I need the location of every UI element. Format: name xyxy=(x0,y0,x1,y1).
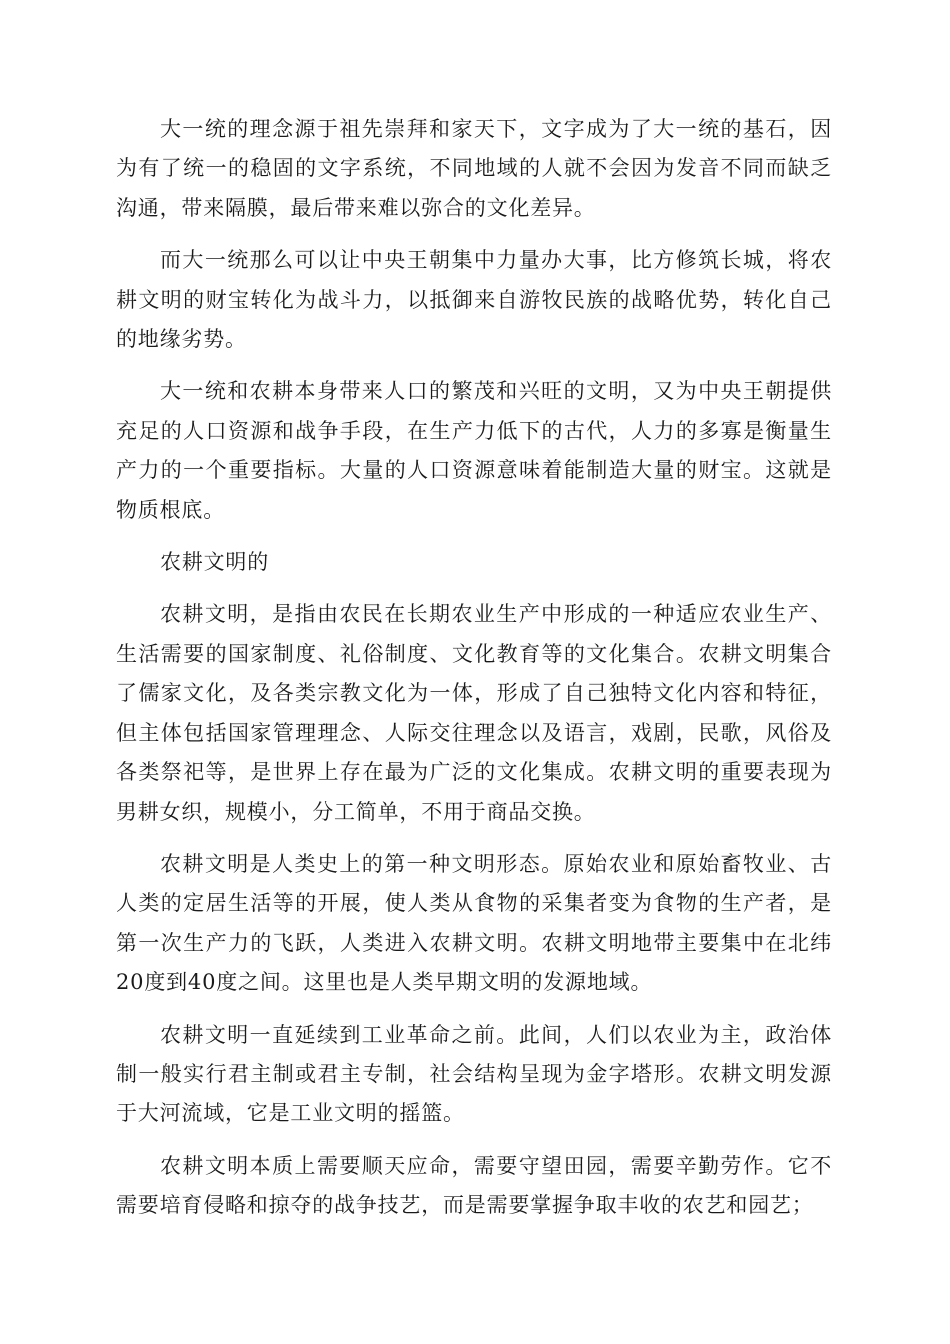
paragraph-4: 农耕文明的 xyxy=(160,550,269,575)
document-page xyxy=(116,110,832,1239)
paragraph-5: 农耕文明，是指由农民在长期农业生产中形成的一种适应农业生产、生活需要的国家制度、礼俗制度、文化教育等的文化集合。农耕文明集合了儒家文化，及各类宗教文化为一体，形成了自己独特文化内容和特征，但主体包括国家管理理念、人际交往理念以及语言，戏剧，民歌，风俗及各类祭祀等，是世界上存在最为广泛的文化集成。农耕文明的重要表现为男耕女织，规模小，分工简单，不用于商品交换。 xyxy=(116,602,832,824)
paragraph-7: 农耕文明一直延续到工业革命之前。此间，人们以农业为主，政治体制一般实行君主制或君主专制，社会结构呈现为金字塔形。农耕文明发源于大河流域，它是工业文明的摇篮。 xyxy=(116,1022,832,1126)
paragraph-2: 而大一统那么可以让中央王朝集中力量办大事，比方修筑长城，将农耕文明的财宝转化为战斗力，以抵御来自游牧民族的战略优势，转化自己的地缘劣势。 xyxy=(116,248,832,352)
paragraph-6: 农耕文明是人类史上的第一种文明形态。原始农业和原始畜牧业、古人类的定居生活等的开展，使人类从食物的采集者变为食物的生产者，是第一次生产力的飞跃，人类进入农耕文明。农耕文明地带主要集中在北纬20度到40度之间。这里也是人类早期文明的发源地域。 xyxy=(116,851,832,995)
paragraph-3: 大一统和农耕本身带来人口的繁茂和兴旺的文明，又为中央王朝提供充足的人口资源和战争手段，在生产力低下的古代，人力的多寡是衡量生产力的一个重要指标。大量的人口资源意味着能制造大量的财宝。这就是物质根底。 xyxy=(116,379,832,522)
paragraph-8: 农耕文明本质上需要顺天应命，需要守望田园，需要辛勤劳作。它不需要培育侵略和掠夺的战争技艺，而是需要掌握争取丰收的农艺和园艺； xyxy=(116,1153,832,1218)
paragraph-1: 大一统的理念源于祖先崇拜和家天下，文字成为了大一统的基石，因为有了统一的稳固的文字系统，不同地域的人就不会因为发音不同而缺乏沟通，带来隔膜，最后带来难以弥合的文化差异。 xyxy=(116,117,832,220)
